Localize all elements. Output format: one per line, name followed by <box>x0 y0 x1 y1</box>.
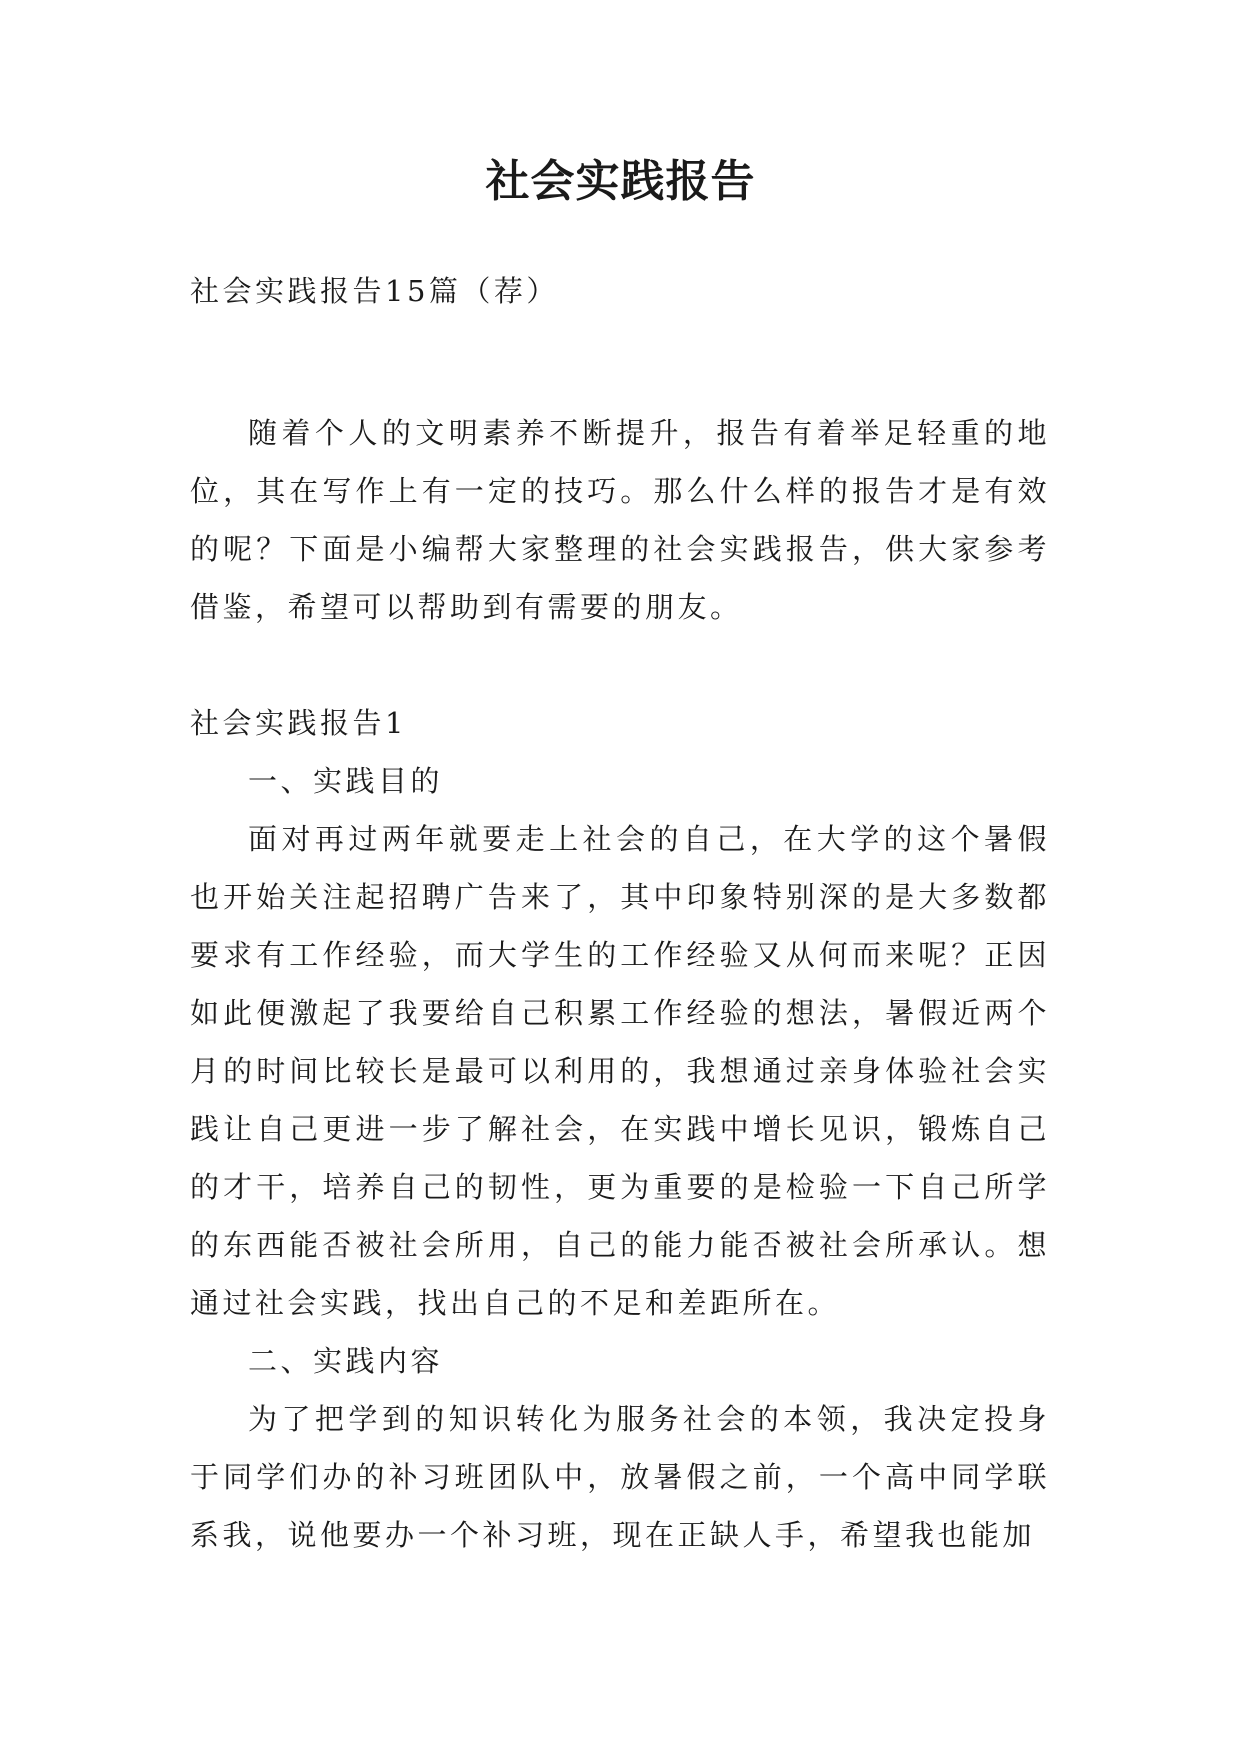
report-body <box>190 752 1050 1564</box>
section-paragraph-purpose: 面对再过两年就要走上社会的自己，在大学的这个暑假也开始关注起招聘广告来了，其中印象特别深的是大多数都要求有工作经验，而大学生的工作经验又从何而来呢？正因如此便激起了我要给自己积累工作经验的想法，暑假近两个月的时间比较长是最可以利用的，我想通过亲身体验社会实践让自己更进一步了解社会，在实践中增长见识，锻炼自己的才干，培养自己的韧性，更为重要的是检验一下自己所学的东西能否被社会所用，自己的能力能否被社会所承认。想通过社会实践，找出自己的不足和差距所在。 <box>190 822 1050 1320</box>
section-paragraph-content: 为了把学到的知识转化为服务社会的本领，我决定投身于同学们办的补习班团队中，放暑假之前，一个高中同学联系我，说他要办一个补习班，现在正缺人手，希望我也能加 <box>190 1402 1050 1552</box>
intro-paragraph: 随着个人的文明素养不断提升，报告有着举足轻重的地位，其在写作上有一定的技巧。那么什么样的报告才是有效的呢？下面是小编帮大家整理的社会实践报告，供大家参考借鉴，希望可以帮助到有需要的朋友。 <box>190 416 1050 624</box>
report-heading: 社会实践报告1 <box>190 706 407 740</box>
document-title: 社会实践报告 <box>485 156 756 207</box>
document-subtitle: 社会实践报告15篇（荐） <box>190 274 559 308</box>
section-heading-content: 二、实践内容 <box>248 1344 444 1378</box>
section-heading-purpose: 一、实践目的 <box>248 764 444 798</box>
